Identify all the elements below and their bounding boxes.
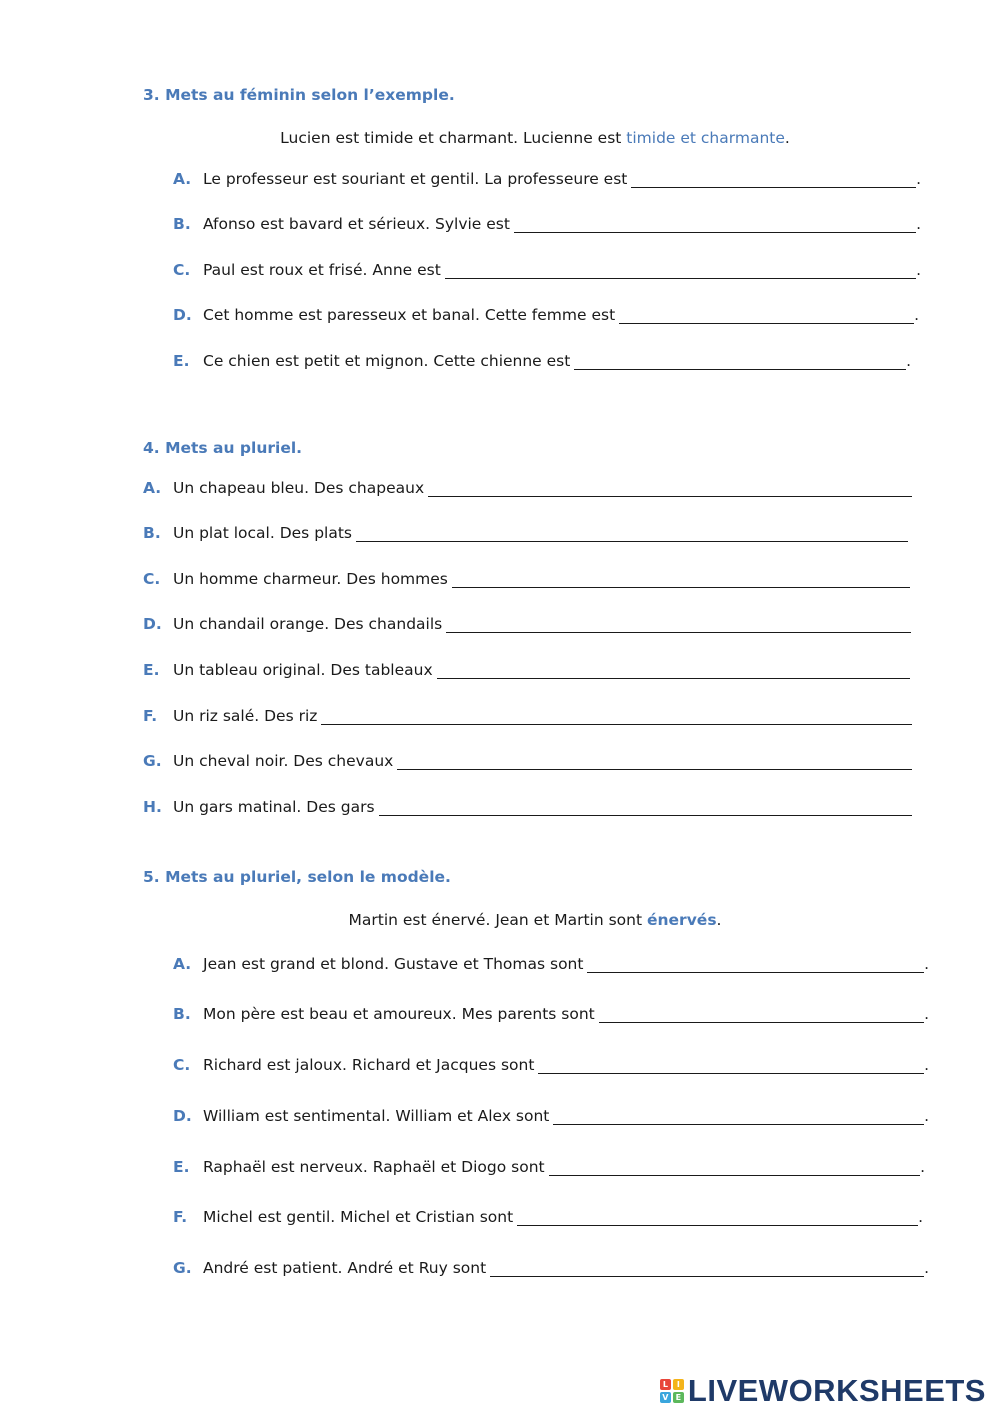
section-4-item-f [143,707,912,725]
item-letter: C. [143,570,161,588]
item-period: . [924,1107,929,1125]
item-text: Un riz salé. Des riz [173,707,318,725]
section-3-title: 3. Mets au féminin selon l’exemple. [143,86,455,104]
section-3-item-a [173,170,921,188]
item-letter: B. [173,215,191,233]
section-4-item-d [143,615,911,633]
item-text: Raphaël est nerveux. Raphaël et Diogo sont [203,1158,545,1176]
item-letter: A. [173,955,192,973]
item-text: Michel est gentil. Michel et Cristian sont [203,1208,514,1226]
item-period: . [914,306,919,324]
item-letter: C. [173,261,191,279]
answer-blank[interactable] [538,1059,924,1074]
section-5-item-b [173,1005,929,1023]
item-letter: A. [143,479,162,497]
item-text: Un gars matinal. Des gars [173,798,375,816]
item-letter: G. [143,752,162,770]
logo-tile-v: V [660,1392,671,1403]
answer-blank[interactable] [452,573,910,588]
item-period: . [920,1158,925,1176]
section-4-item-c [143,570,910,588]
answer-blank[interactable] [574,355,906,370]
answer-blank[interactable] [397,755,912,770]
answer-blank[interactable] [549,1161,920,1176]
answer-blank[interactable] [446,618,911,633]
item-letter: C. [173,1056,191,1074]
answer-blank[interactable] [587,958,924,973]
item-period: . [916,170,921,188]
section-5-item-g [173,1259,929,1277]
liveworksheets-logo [660,1373,986,1409]
answer-blank[interactable] [553,1110,924,1125]
item-text: Ce chien est petit et mignon. Cette chienne est [203,352,571,370]
item-letter: D. [173,306,192,324]
section-3-example [0,129,1000,147]
section-4-item-g [143,752,912,770]
section-5-item-d [173,1107,929,1125]
example-prefix: Lucien est timide et charmant. Lucienne est [280,129,627,147]
answer-blank[interactable] [356,527,908,542]
answer-blank[interactable] [379,801,912,816]
answer-blank[interactable] [490,1262,924,1277]
item-period: . [924,1056,929,1074]
item-letter: B. [143,524,161,542]
logo-tile-e: E [673,1392,684,1403]
answer-blank[interactable] [631,173,916,188]
section-4-item-a [143,479,912,497]
item-text: Un chapeau bleu. Des chapeaux [173,479,425,497]
logo-tile-l: L [660,1379,671,1390]
item-letter: E. [173,1158,190,1176]
section-5-title: 5. Mets au pluriel, selon le modèle. [143,868,451,886]
item-period: . [918,1208,923,1226]
item-letter: D. [173,1107,192,1125]
item-text: Un homme charmeur. Des hommes [173,570,448,588]
item-text: Un plat local. Des plats [173,524,352,542]
item-letter: E. [173,352,190,370]
answer-blank[interactable] [445,264,916,279]
section-3-item-e [173,352,911,370]
item-text: Afonso est bavard et sérieux. Sylvie est [203,215,510,233]
example-suffix: . [716,911,722,929]
answer-blank[interactable] [321,710,912,725]
item-text: Le professeur est souriant et gentil. La professeure est [203,170,628,188]
section-4-item-h [143,798,912,816]
section-3-item-c [173,261,921,279]
item-letter: F. [173,1208,188,1226]
item-letter: H. [143,798,162,816]
answer-blank[interactable] [514,218,916,233]
item-text: Un chandail orange. Des chandails [173,615,443,633]
logo-icon [660,1379,684,1403]
item-letter: E. [143,661,160,679]
section-5-item-e [173,1158,925,1176]
section-4-title: 4. Mets au pluriel. [143,439,303,457]
example-answer: énervés [647,911,717,929]
item-letter: G. [173,1259,192,1277]
item-text: André est patient. André et Ruy sont [203,1259,487,1277]
item-letter: F. [143,707,158,725]
item-text: Un cheval noir. Des chevaux [173,752,394,770]
section-5-item-f [173,1208,923,1226]
section-3-item-b [173,215,921,233]
answer-blank[interactable] [437,664,910,679]
section-5-item-c [173,1056,929,1074]
answer-blank[interactable] [619,309,914,324]
item-text: Cet homme est paresseux et banal. Cette femme est [203,306,616,324]
item-period: . [916,215,921,233]
item-period: . [906,352,911,370]
answer-blank[interactable] [599,1008,924,1023]
section-3-item-d [173,306,919,324]
example-prefix: Martin est énervé. Jean et Martin sont [348,911,647,929]
item-text: Mon père est beau et amoureux. Mes parents sont [203,1005,595,1023]
item-period: . [924,955,929,973]
item-text: Richard est jaloux. Richard et Jacques sont [203,1056,535,1074]
item-text: Jean est grand et blond. Gustave et Thomas sont [203,955,584,973]
item-text: William est sentimental. William et Alex sont [203,1107,550,1125]
item-period: . [924,1005,929,1023]
item-letter: B. [173,1005,191,1023]
answer-blank[interactable] [517,1211,918,1226]
section-5-example [0,911,1000,929]
item-letter: D. [143,615,162,633]
section-4-item-e [143,661,910,679]
item-letter: A. [173,170,192,188]
item-period: . [916,261,921,279]
answer-blank[interactable] [428,482,912,497]
item-period: . [924,1259,929,1277]
logo-text: LIVEWORKSHEETS [687,1373,986,1408]
example-answer: timide et charmante [626,129,785,147]
section-5-item-a [173,955,929,973]
item-text: Un tableau original. Des tableaux [173,661,433,679]
example-suffix: . [784,129,790,147]
logo-tile-i: I [673,1379,684,1390]
item-text: Paul est roux et frisé. Anne est [203,261,441,279]
section-4-item-b [143,524,908,542]
